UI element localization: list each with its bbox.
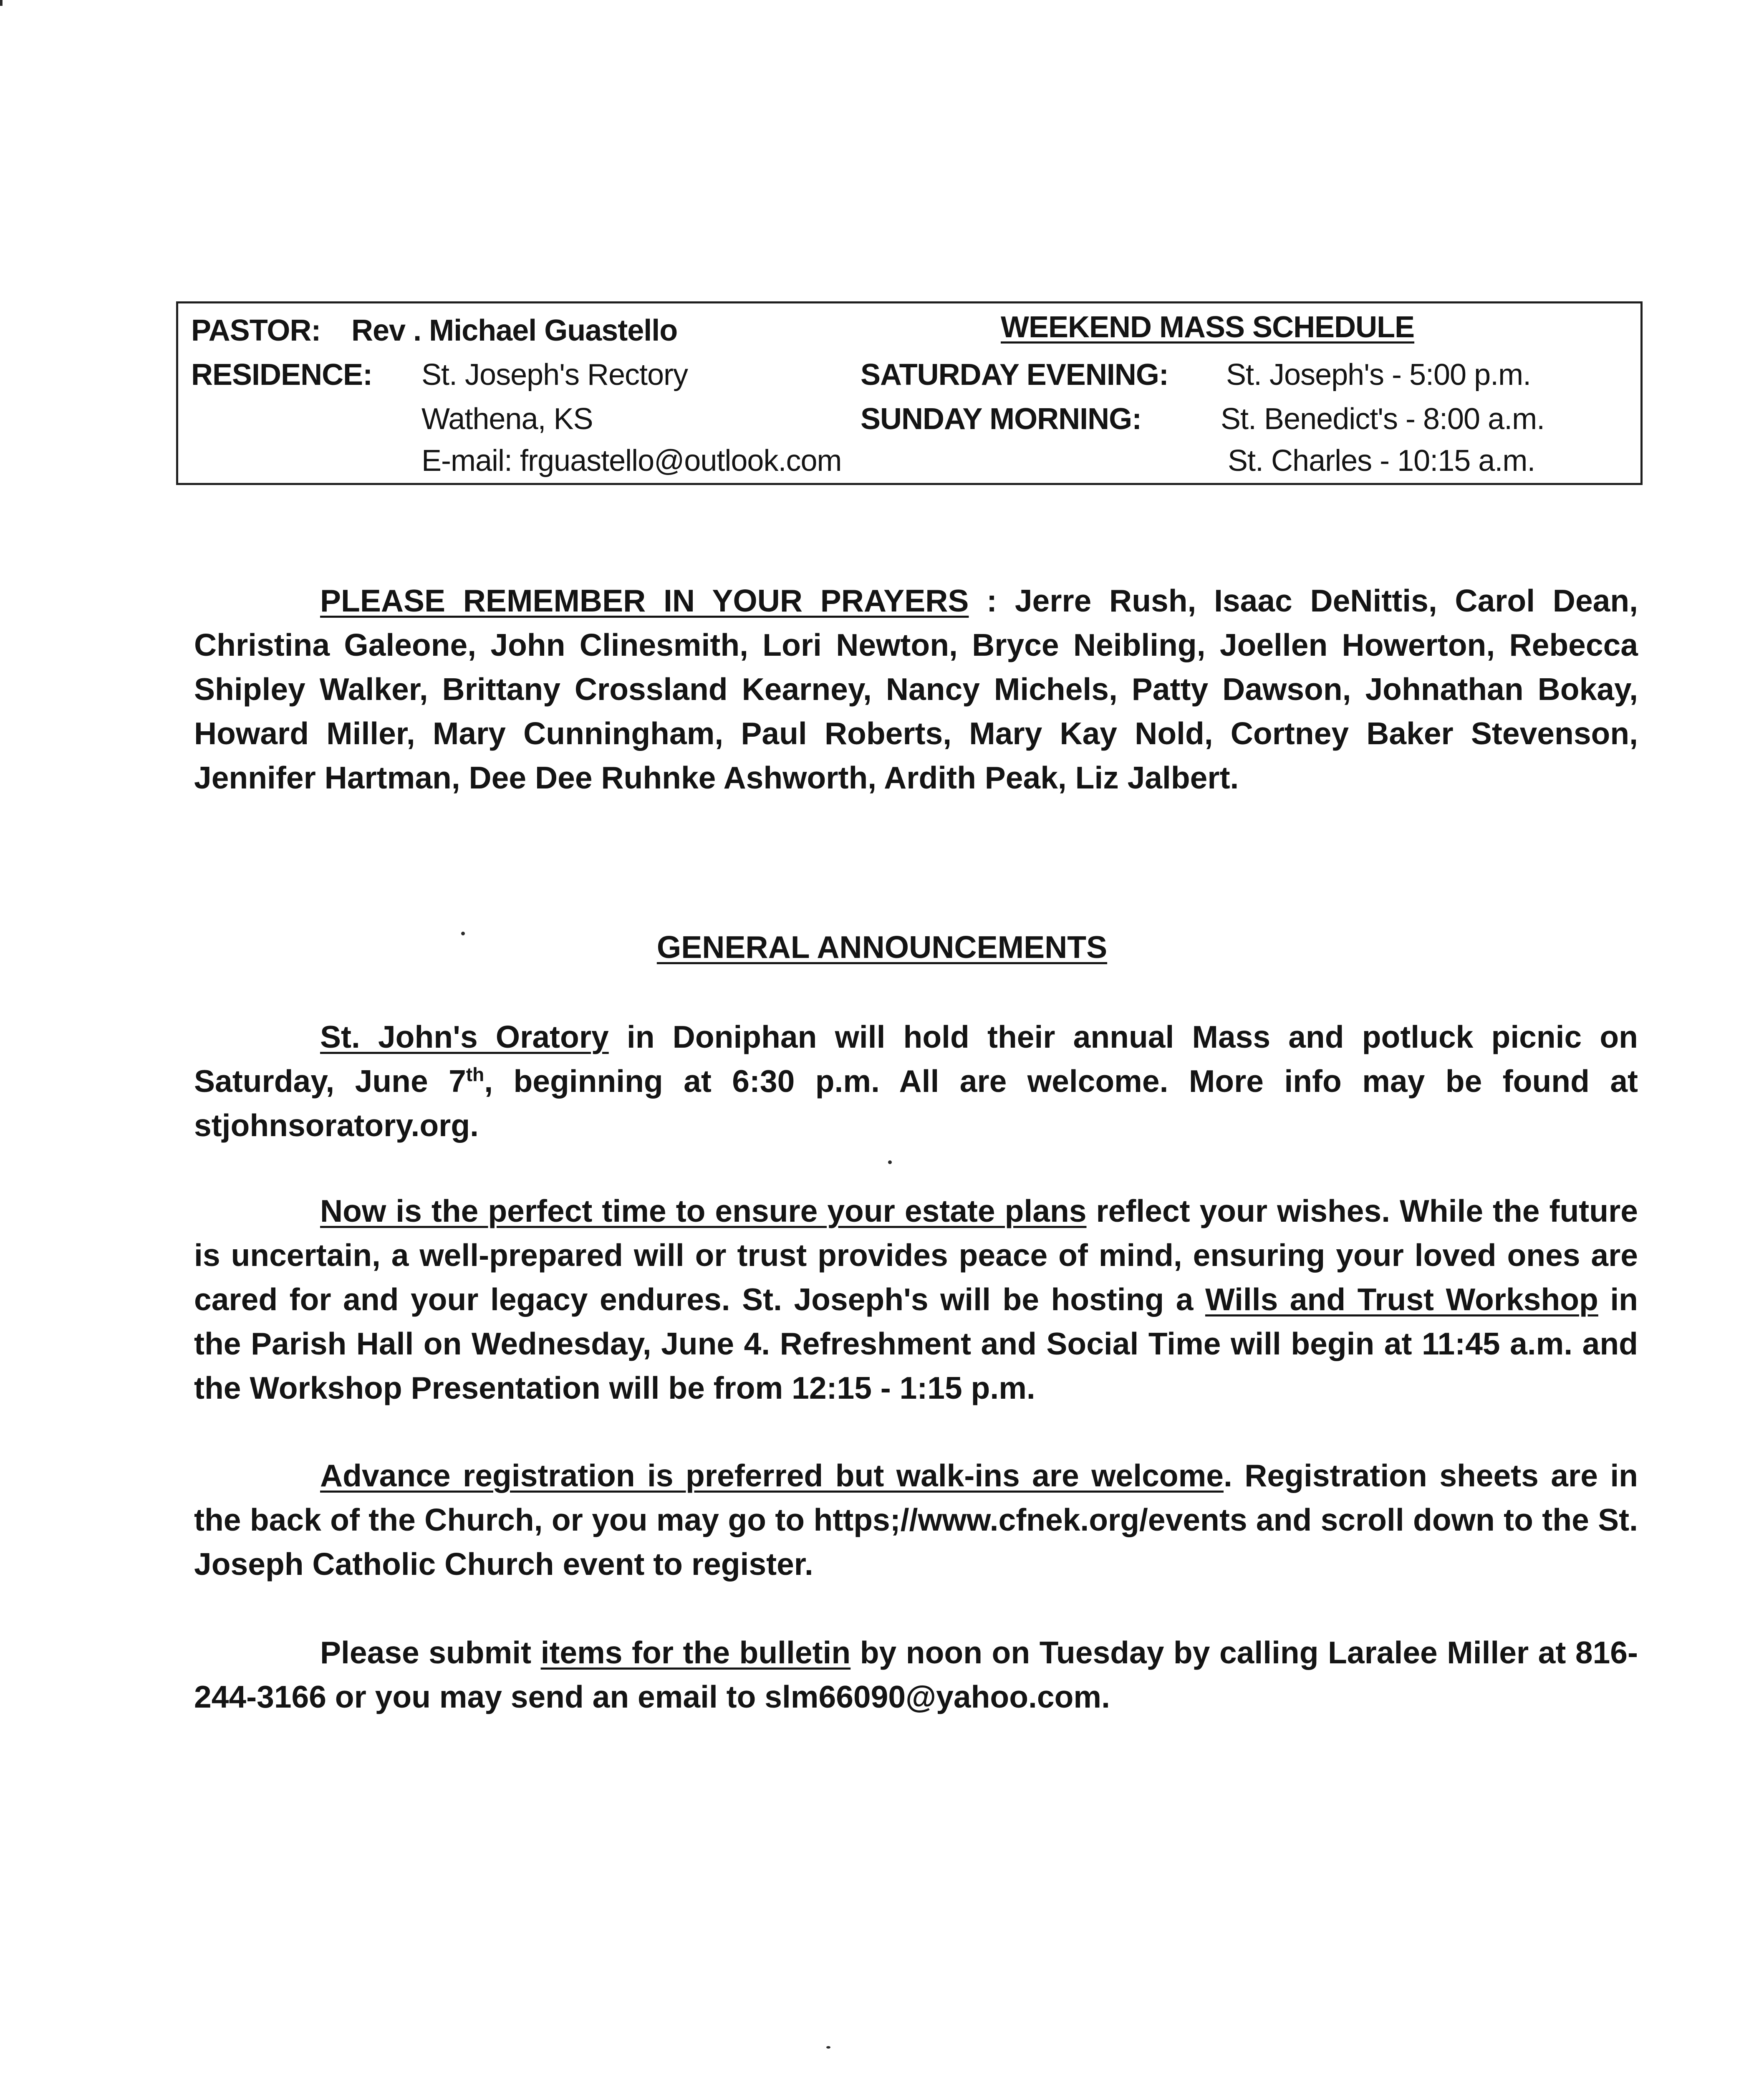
residence-line2: Wathena, KS (421, 402, 593, 436)
scan-speck (888, 1160, 892, 1164)
sunday-label: SUNDAY MORNING: (861, 402, 1142, 436)
registration-heading: Advance registration is preferred but walk-ins are welcome (320, 1458, 1224, 1493)
prayers-heading: PLEASE REMEMBER IN YOUR PRAYERS (320, 583, 969, 618)
scan-speck (0, 0, 3, 6)
saturday-label: SATURDAY EVENING: (861, 358, 1168, 392)
sunday-mass-1: St. Benedict's - 8:00 a.m. (1221, 402, 1545, 436)
scan-speck (826, 2046, 830, 2049)
pastor-label: PASTOR: (191, 314, 321, 347)
mass-schedule-title: WEEKEND MASS SCHEDULE (1001, 311, 1415, 344)
bulletin-items: items for the bulletin (540, 1635, 851, 1670)
scan-speck (461, 932, 465, 935)
saturday-mass: St. Joseph's - 5:00 p.m. (1226, 358, 1531, 392)
prayer-names: Jerre Rush, Isaac DeNittis, Carol Dean, Christina Galeone, John Clinesmith, Lori Newton, Bryce Neibling, Joellen Howerton, Rebecca Shipley Walker, Brittany Crossland Kearney, Nancy Michels, Patty Dawson, Johnathan Bokay, Howard Miller, Mary Cunningham, Paul Roberts, Mary Kay Nold, Cortney Baker Stevenson, Jennifer Hartman, Dee Dee Ruhnke Ashworth, Ardith Peak, Liz Jalbert. (194, 583, 1638, 795)
sunday-mass-2: St. Charles - 10:15 a.m. (1228, 444, 1535, 478)
residence-label: RESIDENCE: (191, 358, 373, 392)
oratory-link: St. John's Oratory (320, 1019, 609, 1054)
email-line: E-mail: frguastello@outlook.com (421, 444, 842, 478)
registration-paragraph: Advance registration is preferred but walk-ins are welcome. Registration sheets are in the back of the Church, or you may go to https;//www.cfnek.org/events and scroll down to the St. Joseph Catholic Church event to register. (194, 1458, 1638, 1582)
estate-paragraph: Now is the perfect time to ensure your estate plans reflect your wishes. While the future is uncertain, a well-prepared will or trust provides peace of mind, ensuring your loved ones are cared for and your legacy endures. St. Joseph's will be hosting a Wills and Trust Workshop in the Parish Hall on Wednesday, June 4. Refreshment and Social Time will begin at 11:45 a.m. and the Workshop Presentation will be from 12:15 - 1:15 p.m. (194, 1193, 1638, 1405)
oratory-paragraph: St. John's Oratory in Doniphan will hold their annual Mass and potluck picnic on Saturday, June 7th, beginning at 6:30 p.m. All are welcome. More info may be found at stjohnsoratory.org. (194, 1019, 1638, 1143)
pastor-name: Rev . Michael Guastello (351, 314, 678, 347)
announcements-title: GENERAL ANNOUNCEMENTS (656, 930, 1108, 965)
residence-line1: St. Joseph's Rectory (421, 358, 688, 392)
workshop-name: Wills and Trust Workshop (1205, 1282, 1598, 1317)
bulletin-paragraph: Please submit items for the bulletin by noon on Tuesday by calling Laralee Miller at 816-244-3166 or you may send an email to slm66090@yahoo.com. (194, 1635, 1638, 1714)
estate-heading: Now is the perfect time to ensure your estate plans (320, 1193, 1087, 1228)
prayers-paragraph: PLEASE REMEMBER IN YOUR PRAYERS : Jerre Rush, Isaac DeNittis, Carol Dean, Christina Galeone, John Clinesmith, Lori Newton, Bryce Neibling, Joellen Howerton, Rebecca Shipley Walker, Brittany Crossland Kearney, Nancy Michels, Patty Dawson, Johnathan Bokay, Howard Miller, Mary Cunningham, Paul Roberts, Mary Kay Nold, Cortney Baker Stevenson, Jennifer Hartman, Dee Dee Ruhnke Ashworth, Ardith Peak, Liz Jalbert. (194, 583, 1638, 795)
